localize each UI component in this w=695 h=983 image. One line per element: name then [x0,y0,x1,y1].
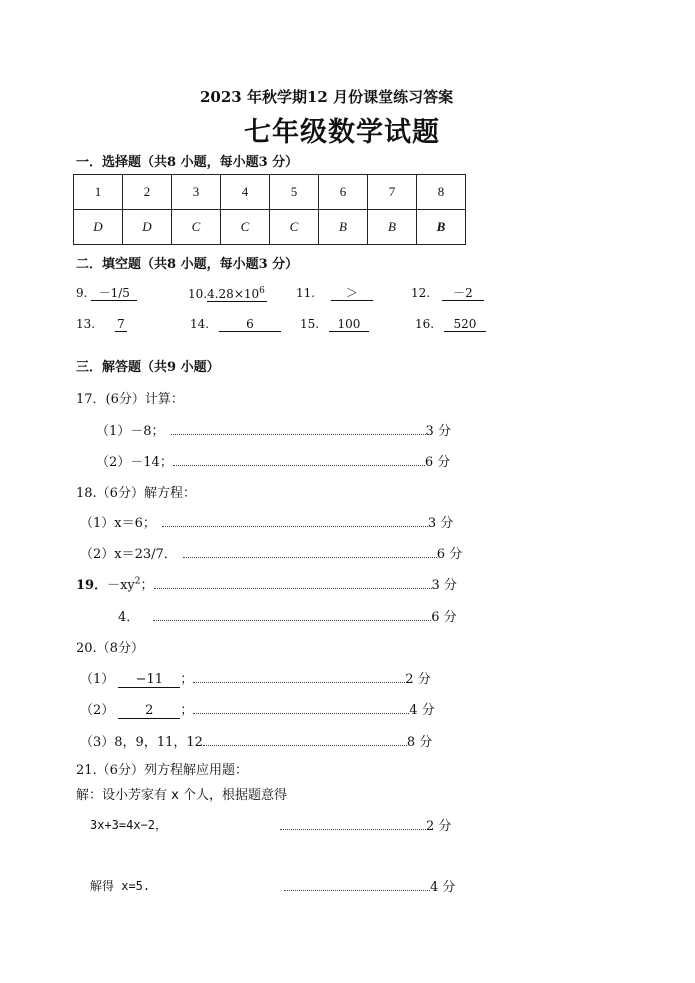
fill-item-13 [76,317,127,332]
line-tail: ； [180,672,194,687]
dot-leader [284,881,430,891]
table-cell-number: 5 [270,175,319,210]
table-cell-number: 1 [74,175,123,210]
item-number: 14. [190,317,210,331]
page-subtitle: 2023 年秋学期12 月份课堂练习答案 [200,88,454,106]
line-score: 4 分 [409,703,435,718]
fill-item-15 [300,317,369,332]
dot-leader [183,548,437,558]
fill-item-11 [296,286,373,301]
line-score: 8 分 [406,735,433,750]
dot-leader [173,456,425,466]
table-cell-number: 2 [123,175,172,210]
expr-tail: ； [140,578,154,593]
line-text: （2）－14； [96,455,173,470]
expr-exponent: 2 [134,576,141,587]
item-number: 11. [296,286,316,300]
line-text: 4． [118,610,140,625]
table-row-answers [74,210,466,245]
table-cell-answer: B [417,210,466,245]
item-answer-base: 4.28×10 [207,287,260,301]
table-cell-answer: B [368,210,417,245]
q18-title: 18.（6分）解方程： [76,486,196,501]
page-title: 七年级数学试题 [244,117,440,148]
fill-item-9 [76,286,137,301]
dot-leader [162,517,428,527]
line-score: 2 分 [426,819,452,834]
q21-solution-score [284,876,455,895]
table-cell-answer: C [221,210,270,245]
item-number: 12. [411,286,431,300]
item-answer: 7 [115,317,127,332]
q20-title: 20.（8分） [76,641,144,656]
q20-line-2 [80,699,435,719]
line-score: 3 分 [427,516,454,531]
dot-leader [280,820,426,830]
line-score: 3 分 [425,424,451,439]
dot-leader [171,425,426,435]
line-text: （3）8，9，11，12 [80,735,203,750]
table-cell-number: 3 [172,175,221,210]
q18-line-1 [80,512,453,531]
dot-leader [154,579,432,589]
q20-line-3 [80,731,432,750]
table-cell-answer: C [270,210,319,245]
q19-line-2 [118,606,457,625]
line-prefix: （1） [80,672,115,687]
q21-solution: 解得 x=5. [90,879,151,893]
section1-heading: 一．选择题（共8 小题，每小题3 分） [76,155,299,170]
table-cell-number: 8 [417,175,466,210]
item-answer: －1/5 [91,286,137,301]
item-number: 13. [76,317,96,331]
q21-title: 21.（6分）列方程解应用题： [76,763,248,778]
line-tail: ； [180,703,194,718]
table-cell-answer: B [319,210,368,245]
line-answer: 2 [118,704,180,719]
q19-line-1 [76,574,457,593]
fill-item-14 [190,317,281,332]
line-text: （2）x＝23/7． [80,547,177,562]
line-text: （1）x＝6； [80,516,156,531]
line-prefix: （2） [80,703,115,718]
item-answer-exponent: 6 [259,286,265,296]
dot-leader [193,704,409,714]
line-score: 6 分 [431,610,457,625]
q17-line-2 [96,451,450,470]
dot-leader [203,736,407,746]
q21-intro: 解：设小芳家有 x 个人，根据题意得 [76,788,287,803]
question-number: 19． [76,578,108,593]
line-score: 2 分 [405,672,431,687]
item-answer: －2 [442,286,484,301]
table-cell-number: 6 [319,175,368,210]
expr-base: －xy [107,578,135,593]
dot-leader [153,611,431,621]
line-answer: −11 [118,673,180,688]
table-cell-number: 4 [221,175,270,210]
table-cell-answer: C [172,210,221,245]
dot-leader [193,673,405,683]
line-text: （1）－8； [96,424,165,439]
fill-item-16 [415,317,486,332]
fill-item-12 [411,286,484,301]
item-number: 10. [188,287,208,301]
line-score: 6 分 [436,547,463,562]
choice-answer-table [73,174,466,245]
q21-equation-score [280,815,451,834]
fill-item-10 [188,284,267,302]
table-cell-number: 7 [368,175,417,210]
q17-title: 17．(6分）计算： [76,392,184,407]
table-row-numbers [74,175,466,210]
expr [107,578,153,593]
section2-heading: 二．填空题（共8 小题，每小题3 分） [76,257,299,272]
item-number: 9. [76,286,88,300]
item-answer: 100 [329,317,369,332]
table-cell-answer: D [74,210,123,245]
item-answer: ＞ [331,286,373,301]
item-answer [207,284,267,302]
line-score: 3 分 [431,578,457,593]
item-answer: 6 [219,317,281,332]
table-cell-answer: D [123,210,172,245]
item-answer: 520 [444,317,486,332]
item-number: 16. [415,317,435,331]
line-score: 4 分 [430,880,456,895]
line-score: 6 分 [424,455,451,470]
q17-line-1 [96,420,451,439]
q21-equation: 3x+3=4x−2， [90,818,168,832]
q20-line-1 [80,668,431,688]
item-number: 15. [300,317,320,331]
q18-line-2 [80,543,462,562]
section3-heading: 三．解答题（共9 小题） [76,360,220,375]
